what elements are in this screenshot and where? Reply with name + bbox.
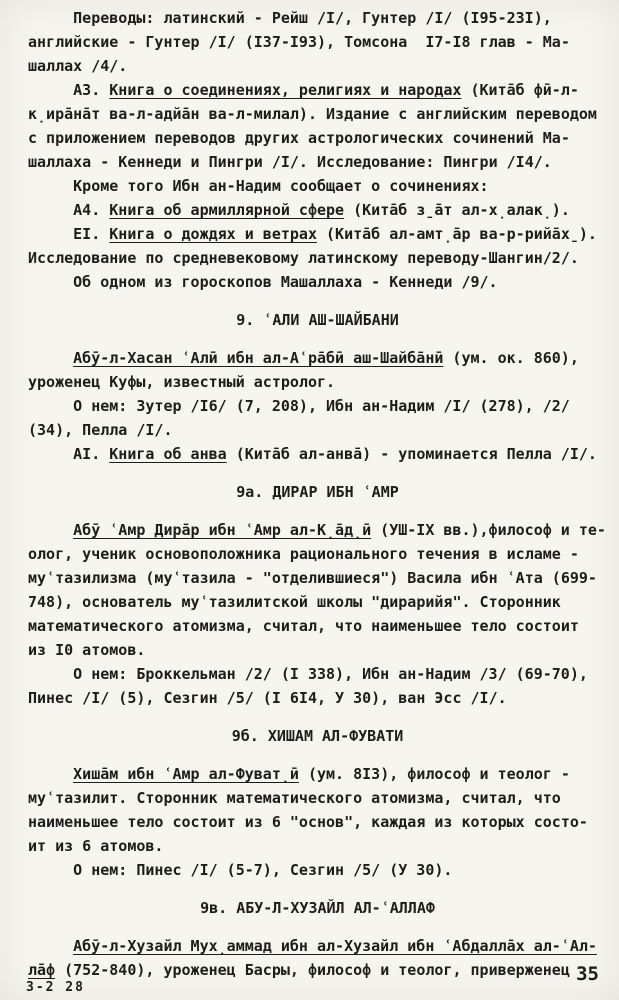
underlined-person-name: Абӯ-л-Хасан ʿАлӣ ибн ал-Аʿра̄бӣ аш-Шайба̄нӣ xyxy=(73,349,444,367)
text-line xyxy=(28,222,607,246)
text-line xyxy=(28,542,607,566)
text-run: О нем: Пинес /I/ (5-7), Сезгин /5/ (У 30). xyxy=(73,861,453,879)
text-line xyxy=(28,934,607,958)
text-line xyxy=(28,394,607,418)
underlined-person-name: Абӯ ʿАмр Дира̄р ибн ʿАмр ал-К̣а̄д̣ӣ xyxy=(73,521,372,539)
text-line xyxy=(28,270,607,294)
text-run: муʿтазилизма (муʿтазила - "отделившиеся") Васила ибн ʿАта (699- xyxy=(28,569,597,587)
text-line xyxy=(28,662,607,686)
text-line xyxy=(28,686,607,710)
text-line xyxy=(28,78,607,102)
page-text-block xyxy=(28,6,607,985)
entry-label: А4. xyxy=(73,201,110,219)
text-run: к̣ира̄на̄т ва-л-адйа̄н ва-л-милал). Издание с английским переводом xyxy=(28,105,597,123)
text-line xyxy=(28,566,607,590)
text-run: (34), Пелла /I/. xyxy=(28,421,173,439)
underlined-book-title: Книга о дождях и ветрах xyxy=(109,225,317,243)
text-line xyxy=(28,762,607,786)
underlined-person-name: ла̄ф xyxy=(28,961,56,979)
text-run: с приложением переводов других астрологических сочинений Ма- xyxy=(28,129,570,147)
text-line xyxy=(28,518,607,542)
text-run: уроженец Куфы, известный астролог. xyxy=(28,373,336,391)
text-run: (УШ-IX вв.),философ и те- xyxy=(371,521,606,539)
underlined-book-title: Книга об анва xyxy=(109,445,227,463)
text-run: Исследование по средневековому латинскому переводу-Шангин/2/. xyxy=(28,249,579,267)
text-run: О нем: Броккельман /2/ (I 338), Ибн ан-Надим /3/ (69-70), xyxy=(73,665,588,683)
text-run: ит из 6 атомов. xyxy=(28,837,164,855)
text-line xyxy=(28,786,607,810)
underlined-person-name: Абӯ-л-Хузайл Мух̣аммад ибн ал-Хузайл ибн ʿАбдалла̄х ал-ʿАл- xyxy=(73,937,597,955)
text-line xyxy=(28,442,607,466)
print-signature: 3-2 28 xyxy=(26,980,85,995)
text-run: (Кита̄б ал-анва̄) - упоминается Пелла /I/. xyxy=(226,445,597,463)
underlined-book-title: Книга о соединениях, религиях и народах xyxy=(109,81,462,99)
text-run: из I0 атомов. xyxy=(28,641,146,659)
text-run: (Кита̄б з̱а̄т ал-х̣алак̣). xyxy=(344,201,570,219)
page-number: 35 xyxy=(576,963,599,985)
text-line xyxy=(28,418,607,442)
text-line xyxy=(28,6,607,30)
text-line xyxy=(28,102,607,126)
text-line xyxy=(28,346,607,370)
text-run: Переводы: латинский - Рейш /I/, Гунтер /I/ (I95-23I), xyxy=(73,9,552,27)
text-line xyxy=(28,810,607,834)
text-run: наименьшее тело состоит из 6 "основ", каждая из которых состо- xyxy=(28,813,588,831)
text-run: 748), основатель муʿтазилитской школы "дирарийя". Сторонник xyxy=(28,593,561,611)
text-run: Кроме того Ибн ан-Надим сообщает о сочинениях: xyxy=(73,177,489,195)
entry-label: АI. xyxy=(73,445,110,463)
underlined-book-title: Книга об армиллярной сфере xyxy=(109,201,345,219)
text-line xyxy=(28,834,607,858)
text-line xyxy=(28,198,607,222)
text-line xyxy=(28,54,607,78)
section-heading: 9в. АБУ-Л-ХУЗАЙЛ АЛ-ʿАЛЛАФ xyxy=(200,899,435,917)
text-run: (Кита̄б ал-амт̣а̄р ва-р-рийа̄х̱). xyxy=(316,225,597,243)
text-run: шаллах /4/. xyxy=(28,57,128,75)
text-run: муʿтазилит. Сторонник математического атомизма, считал, что xyxy=(28,789,561,807)
section-heading: 9б. ХИШАМ АЛ-ФУВАТИ xyxy=(231,727,404,745)
text-line xyxy=(28,126,607,150)
text-run: английские - Гунтер /I/ (I37-I93), Томсона I7-I8 глав - Ма- xyxy=(28,33,570,51)
text-run: (Кита̄б фӣ-л- xyxy=(461,81,579,99)
text-line xyxy=(28,370,607,394)
text-line xyxy=(28,246,607,270)
text-run: Пинес /I/ (5), Сезгин /5/ (I 6I4, У 30), ван Эсс /I/. xyxy=(28,689,507,707)
section-heading: 9. ʿАЛИ АШ-ШАЙБАНИ xyxy=(236,311,399,329)
text-run: О нем: Зутер /I6/ (7, 208), Ибн ан-Надим /I/ (278), /2/ xyxy=(73,397,570,415)
text-line xyxy=(28,958,607,985)
text-run: Об одном из гороскопов Машаллаха - Кеннеди /9/. xyxy=(73,273,498,291)
text-line xyxy=(28,590,607,614)
text-line xyxy=(28,638,607,662)
text-run: (ум. 8I3), философ и теолог - xyxy=(298,765,570,783)
entry-label: А3. xyxy=(73,81,110,99)
text-run: (ум. ок. 860), xyxy=(443,349,579,367)
text-line xyxy=(28,614,607,638)
text-line xyxy=(28,30,607,54)
text-run: (752-840), уроженец Басры, философ и теолог, приверженец xyxy=(55,961,570,979)
text-run: олог, ученик основоположника рационального течения в исламе - xyxy=(28,545,579,563)
underlined-person-name: Хиша̄м ибн ʿАмр ал-Фуват̣ӣ xyxy=(73,765,299,783)
text-run: математического атомизма, считал, что наименьшее тело состоит xyxy=(28,617,579,635)
text-run: шаллаха - Кеннеди и Пингри /I/. Исследование: Пингри /I4/. xyxy=(28,153,552,171)
text-line xyxy=(28,174,607,198)
text-line xyxy=(28,150,607,174)
section-heading: 9а. ДИРАР ИБН ʿАМР xyxy=(236,483,399,501)
text-line xyxy=(28,858,607,882)
entry-label: ЕI. xyxy=(73,225,110,243)
